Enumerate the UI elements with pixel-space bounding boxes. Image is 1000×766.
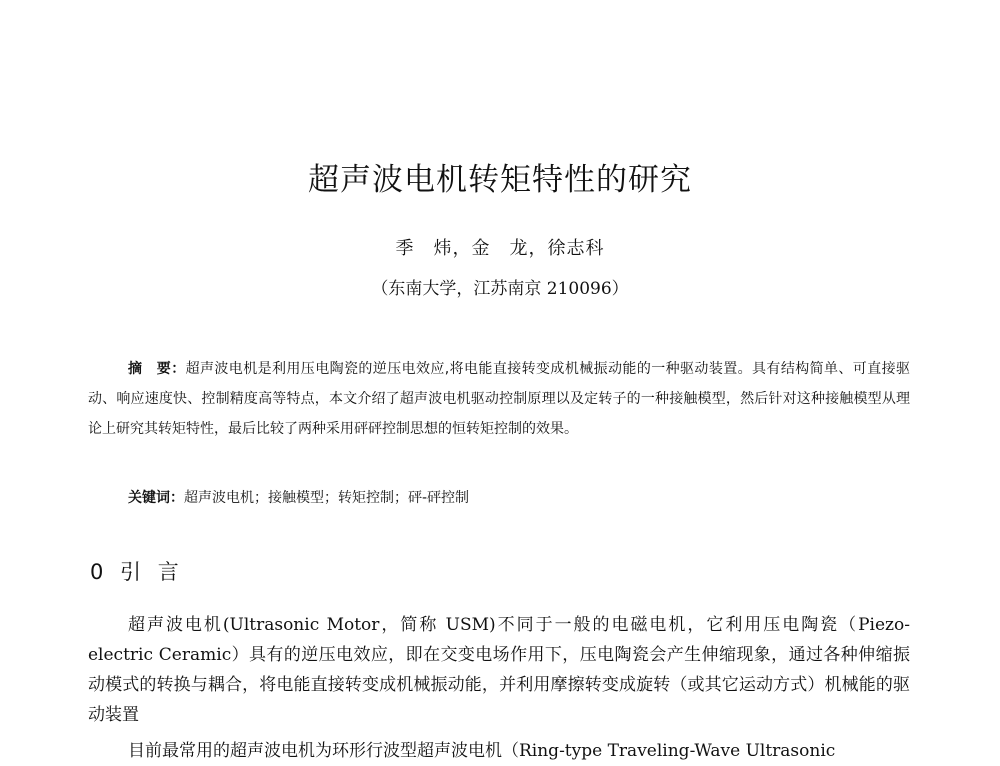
- author-list: 季 炜，金 龙，徐志科: [395, 238, 605, 259]
- keywords: [128, 484, 469, 512]
- paper-title: 超声波电机转矩特性的研究: [308, 162, 692, 198]
- affiliation: （东南大学，江苏南京 210096）: [371, 279, 629, 299]
- keywords-text: 超声波电机；接触模型；转矩控制；砰-砰控制: [184, 490, 470, 506]
- abstract: [88, 354, 910, 444]
- abstract-label: 摘 要：: [128, 361, 186, 377]
- keywords-label: 关键词：: [128, 490, 184, 506]
- abstract-text: 超声波电机是利用压电陶瓷的逆压电效应,将电能直接转变成机械振动能的一种驱动装置。具有结构简单、可直接驱动、响应速度快、控制精度高等特点，本文介绍了超声波电机驱动控制原理以及定转子的一种接触模型，然后针对这种接触模型从理论上研究其转矩特性，最后比较了两种采用砰砰控制思想的恒转矩控制的效果。: [88, 361, 911, 437]
- body-paragraph: 目前最常用的超声波电机为环形行波型超声波电机（Ring-type Traveling-Wave Ultrasonic: [128, 741, 836, 761]
- body-paragraph: 超声波电机(Ultrasonic Motor，简称 USM)不同于一般的电磁电机，它利用压电陶瓷（Piezo-electric Ceramic）具有的逆压电效应，即在交变电场作用下，压电陶瓷会产生伸缩现象，通过各种伸缩振动模式的转换与耦合，将电能直接转变成机械振动能，并利用摩擦转变成旋转（或其它运动方式）机械能的驱动装置: [88, 615, 910, 725]
- section-heading: 0 引 言: [90, 560, 181, 584]
